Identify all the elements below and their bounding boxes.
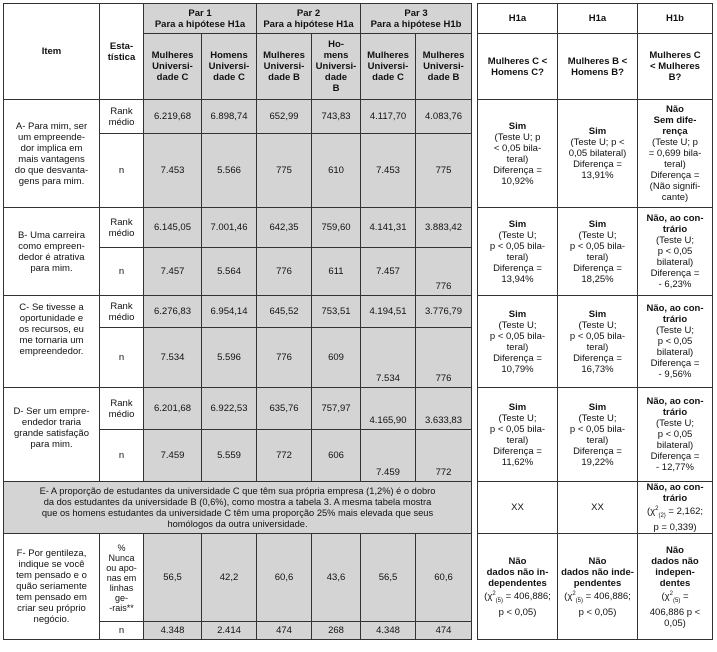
cell: 611 [312,248,361,296]
cell: 4.165,90 [361,388,416,430]
cell: 6.922,53 [202,388,257,430]
cell: 772 [416,430,472,482]
cell: 7.453 [361,134,416,208]
cell: 775 [416,134,472,208]
cell: 772 [257,430,312,482]
result-c-1: Sim (Teste U; p < 0,05 bila- teral) Diferença = 10,79% [478,296,558,388]
cell: 642,35 [257,208,312,248]
cell: 5.566 [202,134,257,208]
cell: 3.883,42 [416,208,472,248]
cell: 5.564 [202,248,257,296]
results-table [3,3,713,640]
cell: 4.348 [361,622,416,640]
result-e-3: Não, ao con- trário ($\chi^2_{(2)} = 2,162$; p = 0,339) [638,482,713,534]
result-f-1: Não dados não in- dependentes ($\chi^2_{(5)} = 406,886$; p < 0,05) [478,534,558,640]
header-p3-women-b: Mulheres Universi- dade B [416,34,472,100]
cell: 635,76 [257,388,312,430]
item-c: C- Se tivesse a oportunidade e os recursos, eu me tornaria um empreendedor. [4,296,100,388]
stat-pct: % Nunca ou apo- nas em linhas ge- -rais** [100,534,144,622]
cell: 743,83 [312,100,361,134]
stat-rank: Rank médio [100,388,144,430]
cell: 42,2 [202,534,257,622]
cell: 3.633,83 [416,388,472,430]
stat-n: n [100,134,144,208]
cell: 5.596 [202,328,257,388]
stat-n: n [100,328,144,388]
header-h1a-1: H1a [478,4,558,34]
table-row [4,534,713,622]
cell: 6.201,68 [144,388,202,430]
cell: 753,51 [312,296,361,328]
cell: 7.459 [144,430,202,482]
cell: 606 [312,430,361,482]
cell: 7.534 [144,328,202,388]
cell: 6.954,14 [202,296,257,328]
result-e-2: XX [558,482,638,534]
header-compare-2: Mulheres B < Homens B? [558,34,638,100]
cell: 7.453 [144,134,202,208]
header-p2-women-b: Mulheres Universi- dade B [257,34,312,100]
cell: 4.141,31 [361,208,416,248]
cell: 610 [312,134,361,208]
cell: 474 [416,622,472,640]
cell: 4.117,70 [361,100,416,134]
header-compare-3: Mulheres C < Mulheres B? [638,34,713,100]
cell: 3.776,79 [416,296,472,328]
cell: 7.457 [144,248,202,296]
result-d-1: Sim (Teste U; p < 0,05 bila- teral) Diferença = 11,62% [478,388,558,482]
cell: 609 [312,328,361,388]
cell: 60,6 [257,534,312,622]
cell: 652,99 [257,100,312,134]
header-h1b: H1b [638,4,713,34]
item-a: A- Para mim, ser um empreende- dor implica em mais vantagens do que desvanta- gens para mim. [4,100,100,208]
header-estatistica: Esta- tística [100,4,144,100]
result-b-2: Sim (Teste U; p < 0,05 bila- teral) Diferença = 18,25% [558,208,638,296]
stat-n: n [100,622,144,640]
table-row [4,388,713,430]
result-d-3: Não, ao con- trário (Teste U; p < 0,05 bilateral) Diferença = - 12,77% [638,388,713,482]
stat-n: n [100,430,144,482]
cell: 776 [257,328,312,388]
cell: 4.083,76 [416,100,472,134]
result-f-3: Não dados não indepen- dentes ($\chi^2_{(5)}$ = 406,886 p < 0,05) [638,534,713,640]
result-f-2: Não dados não inde- pendentes ($\chi^2_{(5)} = 406,886$; p < 0,05) [558,534,638,640]
item-b: B- Uma carreira como empreen- dedor é atrativa para mim. [4,208,100,296]
table-row [4,482,713,534]
table-row [4,296,713,328]
result-d-2: Sim (Teste U; p < 0,05 bila- teral) Diferença = 19,22% [558,388,638,482]
cell: 776 [416,328,472,388]
header-pair3: Par 3 Para a hipótese H1b [361,4,472,34]
item-d: D- Ser um empre- endedor traria grande satisfação para mim. [4,388,100,482]
cell: 776 [257,248,312,296]
header-p1-men-c: Homens Universi- dade C [202,34,257,100]
stat-n: n [100,248,144,296]
cell: 7.459 [361,430,416,482]
cell: 474 [257,622,312,640]
result-b-1: Sim (Teste U; p < 0,05 bila- teral) Diferença = 13,94% [478,208,558,296]
header-item: Item [4,4,100,100]
cell: 56,5 [361,534,416,622]
stat-rank: Rank médio [100,100,144,134]
table-row [4,208,713,248]
cell: 268 [312,622,361,640]
header-h1a-2: H1a [558,4,638,34]
cell: 757,97 [312,388,361,430]
stat-rank: Rank médio [100,208,144,248]
cell: 60,6 [416,534,472,622]
result-b-3: Não, ao con- trário (Teste U; p < 0,05 bilateral) Diferença = - 6,23% [638,208,713,296]
header-pair1: Par 1 Para a hipótese H1a [144,4,257,34]
cell: 2.414 [202,622,257,640]
result-a-2: Sim (Teste U; p < 0,05 bilateral) Diferença = 13,91% [558,100,638,208]
result-c-3: Não, ao con- trário (Teste U; p < 0,05 bilateral) Diferença = - 9,56% [638,296,713,388]
result-a-3: Não Sem dife- rença (Teste U; p = 0,699 bila- teral) Diferença = (Não signifi- cante) [638,100,713,208]
header-pair2: Par 2 Para a hipótese H1a [257,4,361,34]
result-e-1: XX [478,482,558,534]
cell: 6.276,83 [144,296,202,328]
header-compare-1: Mulheres C < Homens C? [478,34,558,100]
cell: 776 [416,248,472,296]
cell: 5.559 [202,430,257,482]
cell: 6.898,74 [202,100,257,134]
cell: 56,5 [144,534,202,622]
item-e: E- A proporção de estudantes da universidade C que têm sua própria empresa (1,2%) é o dobro da dos estudantes da universidade B (0,6%), como mostra a tabela 3. A mesma tabela mostra que os homens estudantes da universidade C têm uma proporção 25% mais elevada que seus homólogos da outra universidade. [4,482,472,534]
item-f: F- Por gentileza, indique se você tem pensado e o quão seriamente tem pensado em criar seu próprio negócio. [4,534,100,640]
cell: 775 [257,134,312,208]
header-p1-women-c: Mulheres Universi- dade C [144,34,202,100]
cell: 4.194,51 [361,296,416,328]
cell: 43,6 [312,534,361,622]
cell: 7.001,46 [202,208,257,248]
cell: 7.534 [361,328,416,388]
stat-rank: Rank médio [100,296,144,328]
result-c-2: Sim (Teste U; p < 0,05 bila- teral) Diferença = 16,73% [558,296,638,388]
cell: 6.219,68 [144,100,202,134]
header-p2-men-b: Ho- mens Universi- dade B [312,34,361,100]
cell: 7.457 [361,248,416,296]
cell: 6.145,05 [144,208,202,248]
cell: 4.348 [144,622,202,640]
cell: 645,52 [257,296,312,328]
result-a-1: Sim (Teste U; p < 0,05 bila- teral) Diferença = 10,92% [478,100,558,208]
table-row [4,100,713,134]
header-p3-women-c: Mulheres Universi- dade C [361,34,416,100]
cell: 759,60 [312,208,361,248]
